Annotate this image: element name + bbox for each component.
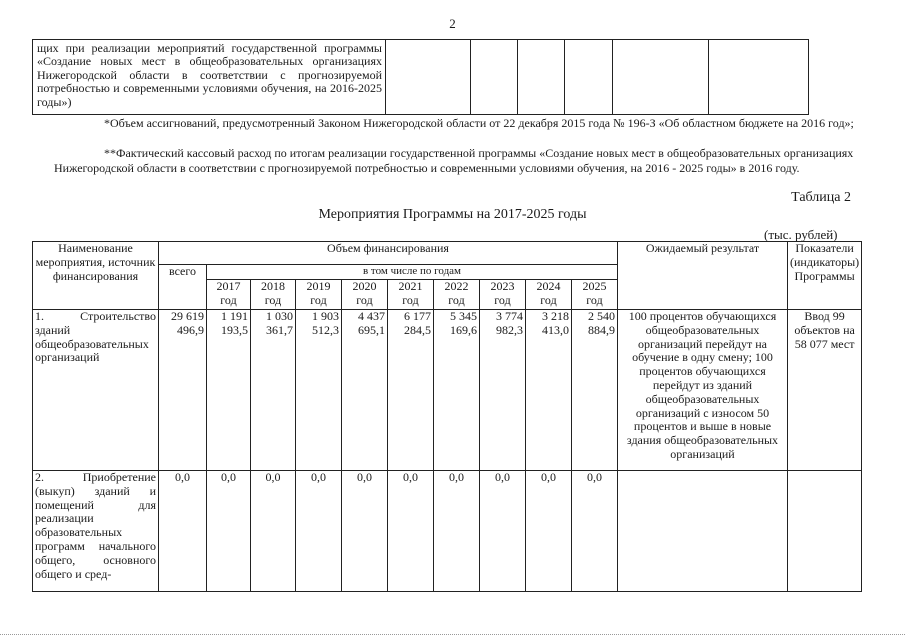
header-year: 2018 год — [251, 280, 296, 310]
row-value: 2 540 884,9 — [572, 310, 618, 471]
empty-cell — [709, 40, 809, 115]
row-indicator: Ввод 99 объектов на 58 077 мест — [788, 310, 862, 471]
row-result — [618, 471, 788, 592]
header-result: Ожидаемый результат — [618, 242, 788, 310]
header-total: всего — [159, 265, 207, 310]
row-value: 0,0 — [296, 471, 342, 592]
units-label: (тыс. рублей) — [764, 227, 838, 242]
continued-table — [32, 39, 809, 115]
row-value: 0,0 — [526, 471, 572, 592]
row-result: 100 процентов обучающихся общеобразовательных организаций перейдут на обучение в одну смену; 100 процентов обучающихся перейдут из зданий общеобразовательных организаций с износом 50 процентов и выше в новые здания общеобразовательных организаций — [618, 310, 788, 471]
header-year: 2025 год — [572, 280, 618, 310]
header-year: 2019 год — [296, 280, 342, 310]
page-number: 2 — [449, 16, 456, 31]
table-row — [33, 310, 862, 471]
header-year: 2024 год — [526, 280, 572, 310]
row-value: 0,0 — [388, 471, 434, 592]
row-value: 0,0 — [251, 471, 296, 592]
row-value: 1 903 512,3 — [296, 310, 342, 471]
row-total: 29 619 496,9 — [159, 310, 207, 471]
footnote-1: *Объем ассигнований, предусмотренный Законом Нижегородской области от 22 декабря 2015 года № 196-З «Об областном бюджете на 2016 год»; — [104, 116, 854, 130]
header-name: Наименование мероприятия, источник финансирования — [33, 242, 159, 310]
row-value: 1 030 361,7 — [251, 310, 296, 471]
continued-row-text: щих при реализации мероприятий государственной программы «Создание новых мест в общеобразовательных организациях Нижегородской области в соответствии с прогнозируемой потребностью и современными условиями обучения, на 2016-2025 годы») — [33, 40, 386, 115]
table-title: Мероприятия Программы на 2017-2025 годы — [318, 207, 587, 222]
empty-cell — [613, 40, 709, 115]
program-measures-table — [32, 241, 862, 592]
row-name: 2. Приобретение (выкуп) зданий и помещений для реализации образовательных программ начального общего, основного общего и сред- — [33, 471, 159, 592]
table-label: Таблица 2 — [791, 190, 851, 205]
header-year: 2017 год — [207, 280, 251, 310]
row-value: 3 218 413,0 — [526, 310, 572, 471]
header-year: 2023 год — [480, 280, 526, 310]
row-value: 6 177 284,5 — [388, 310, 434, 471]
header-funding: Объем финансирования — [159, 242, 618, 265]
empty-cell — [386, 40, 471, 115]
row-value: 5 345 169,6 — [434, 310, 480, 471]
row-value: 3 774 982,3 — [480, 310, 526, 471]
row-value: 4 437 695,1 — [342, 310, 388, 471]
row-value: 0,0 — [572, 471, 618, 592]
footnote-2: **Фактический кассовый расход по итогам реализации государственной программы «Создание новых мест в общеобразовательных организациях Нижегородской области в соответствии с прогнозируемой потребностью и современными условиями обучения, на 2016 - 2025 годы» в 2016 году. — [54, 146, 854, 175]
row-value: 0,0 — [342, 471, 388, 592]
header-year: 2022 год — [434, 280, 480, 310]
row-indicator — [788, 471, 862, 592]
empty-cell — [518, 40, 565, 115]
header-by-years: в том числе по годам — [207, 265, 618, 280]
header-year: 2021 год — [388, 280, 434, 310]
row-value: 1 191 193,5 — [207, 310, 251, 471]
row-value: 0,0 — [434, 471, 480, 592]
row-value: 0,0 — [480, 471, 526, 592]
row-value: 0,0 — [207, 471, 251, 592]
empty-cell — [471, 40, 518, 115]
row-total: 0,0 — [159, 471, 207, 592]
scan-edge-line — [0, 634, 905, 635]
empty-cell — [565, 40, 613, 115]
table-row — [33, 471, 862, 592]
header-year: 2020 год — [342, 280, 388, 310]
row-name: 1. Строительство зданий общеобразовательных организаций — [33, 310, 159, 471]
header-indicators: Показатели (индикаторы) Программы — [788, 242, 862, 310]
